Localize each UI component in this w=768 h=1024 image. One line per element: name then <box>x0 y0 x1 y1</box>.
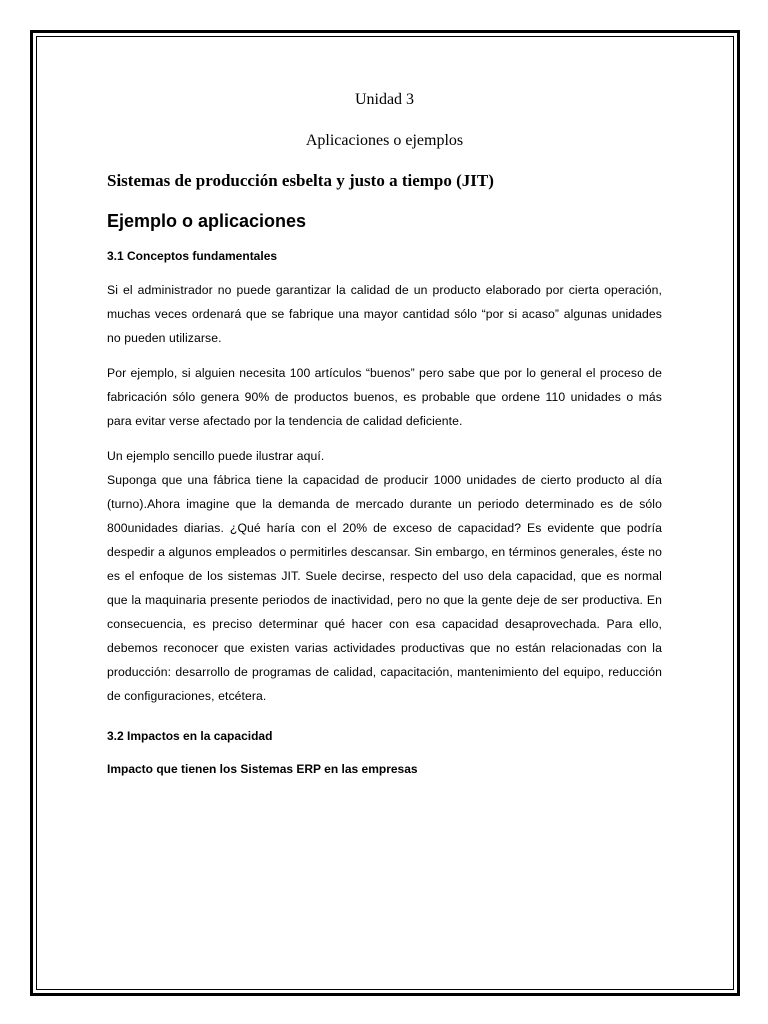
paragraph-2: Por ejemplo, si alguien necesita 100 artículos “buenos” pero sabe que por lo general el proceso de fabricación sólo genera 90% de productos buenos, es probable que ordene 110 unidades o más para evitar verse afectado por la tendencia de calidad deficiente. <box>107 366 662 428</box>
paragraph-1: Si el administrador no puede garantizar la calidad de un producto elaborado por cierta operación, muchas veces ordenará que se fabrique una mayor cantidad sólo “por si acaso” algunas unidades no pueden utilizarse. <box>107 283 662 345</box>
section-2-heading: 3.2 Impactos en la capacidad <box>107 729 273 743</box>
section-2-subheading: Impacto que tienen los Sistemas ERP en las empresas <box>107 762 418 776</box>
paragraph-4: Suponga que una fábrica tiene la capacidad de producir 1000 unidades de cierto producto al día (turno).Ahora imagine que la demanda de mercado durante un periodo determinado es de sólo 800unidades diarias. ¿Qué haría con el 20% de exceso de capacidad? Es evidente que podría despedir a algunos empleados o permitirles descansar. Sin embargo, en términos generales, éste no es el enfoque de los sistemas JIT. Suele decirse, respecto del uso dela capacidad, que es normal que la maquinaria presente periodos de inactividad, pero no que la gente deje de ser productiva. En consecuencia, es preciso determinar qué hacer con esa capacidad desaprovechada. Para ello, debemos reconocer que existen varias actividades productivas que no están relacionadas con la producción: desarrollo de programas de calidad, capacitación, mantenimiento del equipo, reducción de configuraciones, etcétera. <box>107 473 662 703</box>
unit-title: Unidad 3 <box>354 91 415 108</box>
unit-subtitle: Aplicaciones o ejemplos <box>305 132 464 149</box>
paragraph-3: Un ejemplo sencillo puede ilustrar aquí. <box>107 449 325 463</box>
main-title: Sistemas de producción esbelta y justo a tiempo (JIT) <box>107 171 494 190</box>
document-body <box>107 88 662 778</box>
section-1-heading: 3.1 Conceptos fundamentales <box>107 249 278 263</box>
example-heading: Ejemplo o aplicaciones <box>107 211 307 231</box>
